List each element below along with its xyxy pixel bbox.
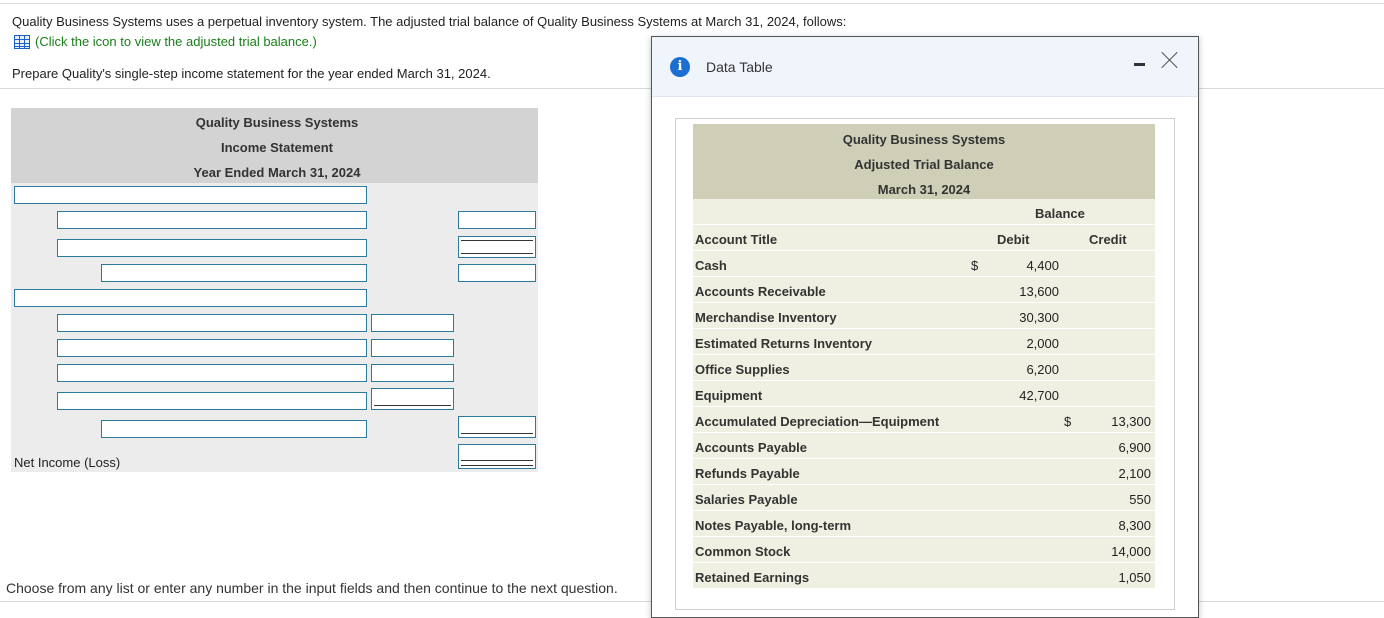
- account-title: Accumulated Depreciation—Equipment: [695, 414, 940, 429]
- balance-header-row: [693, 199, 1155, 225]
- account-title: Office Supplies: [695, 362, 790, 377]
- debit-amount: 30,300: [1019, 310, 1059, 325]
- tb-statement: Adjusted Trial Balance: [854, 157, 994, 172]
- revenue-account-field-1[interactable]: [57, 211, 367, 229]
- footer-instruction: Choose from any list or enter any number in the input fields and then continue to the next question.: [6, 580, 618, 596]
- column-header-row: [693, 225, 1155, 251]
- table-row: [693, 459, 1155, 485]
- tb-company: Quality Business Systems: [842, 132, 1006, 147]
- trial-balance-table: [693, 124, 1155, 589]
- table-row: [693, 537, 1155, 563]
- expense-amount-field-4[interactable]: [371, 388, 454, 410]
- expense-account-field-1[interactable]: [57, 314, 367, 332]
- credit-currency: $: [1064, 414, 1072, 429]
- data-table-dialog: [651, 36, 1199, 618]
- credit-amount: 1,050: [1118, 570, 1151, 585]
- tb-date: March 31, 2024: [877, 182, 971, 197]
- is-company: Quality Business Systems: [195, 115, 359, 130]
- expenses-section-field[interactable]: [14, 289, 367, 307]
- revenue-amount-field-1[interactable]: [458, 211, 536, 229]
- table-row: [693, 407, 1155, 433]
- col-debit: Debit: [997, 232, 1030, 247]
- top-divider: [0, 3, 1384, 4]
- table-row: [693, 329, 1155, 355]
- info-icon: i: [670, 57, 690, 77]
- view-trial-balance-link[interactable]: [14, 34, 317, 49]
- table-row: [693, 277, 1155, 303]
- table-row: [693, 511, 1155, 537]
- total-revenues-amount[interactable]: [458, 264, 536, 282]
- debit-amount: 42,700: [1019, 388, 1059, 403]
- debit-amount: 4,400: [1026, 258, 1059, 273]
- account-title: Notes Payable, long-term: [695, 518, 852, 533]
- trial-balance-header: [693, 124, 1155, 199]
- expense-account-field-4[interactable]: [57, 392, 367, 410]
- credit-amount: 550: [1129, 492, 1151, 507]
- expense-amount-field-3[interactable]: [371, 364, 454, 382]
- expense-account-field-2[interactable]: [57, 339, 367, 357]
- account-title: Common Stock: [695, 544, 791, 559]
- credit-amount: 14,000: [1111, 544, 1151, 559]
- total-revenues-field[interactable]: [101, 264, 367, 282]
- table-row: [693, 381, 1155, 407]
- col-credit: Credit: [1089, 232, 1127, 247]
- credit-amount: 2,100: [1118, 466, 1151, 481]
- total-expenses-field[interactable]: [101, 420, 367, 438]
- question-instruction: Prepare Quality's single-step income statement for the year ended March 31, 2024.: [12, 66, 491, 81]
- account-title: Accounts Payable: [695, 440, 807, 455]
- table-row: [693, 303, 1155, 329]
- view-trial-balance-link-text[interactable]: (Click the icon to view the adjusted trial balance.): [35, 34, 317, 49]
- account-title: Retained Earnings: [695, 570, 810, 585]
- balance-header: Balance: [1035, 206, 1085, 221]
- account-title: Refunds Payable: [695, 466, 800, 481]
- net-income-amount[interactable]: [458, 444, 536, 469]
- is-period: Year Ended March 31, 2024: [193, 165, 361, 180]
- account-title: Salaries Payable: [695, 492, 798, 507]
- debit-amount: 2,000: [1026, 336, 1059, 351]
- account-title: Equipment: [695, 388, 763, 403]
- account-title: Accounts Receivable: [695, 284, 826, 299]
- expense-account-field-3[interactable]: [57, 364, 367, 382]
- trial-balance-rows: [693, 251, 1155, 589]
- table-icon[interactable]: [14, 35, 30, 49]
- account-title: Estimated Returns Inventory: [695, 336, 872, 351]
- account-title: Merchandise Inventory: [695, 310, 837, 325]
- debit-amount: 13,600: [1019, 284, 1059, 299]
- dialog-title: Data Table: [706, 59, 773, 75]
- account-title: Cash: [695, 258, 727, 273]
- question-intro: Quality Business Systems uses a perpetual inventory system. The adjusted trial balance of Quality Business Systems at March 31, 2024, follows:: [12, 14, 847, 29]
- expense-amount-field-1[interactable]: [371, 314, 454, 332]
- close-button[interactable]: [1160, 49, 1180, 69]
- credit-amount: 13,300: [1111, 414, 1151, 429]
- table-row: [693, 485, 1155, 511]
- expense-amount-field-2[interactable]: [371, 339, 454, 357]
- table-row: [693, 433, 1155, 459]
- table-row: [693, 251, 1155, 277]
- net-income-label: Net Income (Loss): [14, 455, 121, 470]
- income-statement-header: [11, 108, 538, 183]
- credit-amount: 8,300: [1118, 518, 1151, 533]
- revenue-amount-field-2[interactable]: [458, 236, 536, 258]
- total-expenses-amount[interactable]: [458, 416, 536, 438]
- debit-currency: $: [971, 258, 979, 273]
- minimize-button[interactable]: [1132, 53, 1148, 69]
- is-title: Income Statement: [221, 140, 333, 155]
- table-row: [693, 563, 1155, 589]
- revenue-section-field[interactable]: [14, 186, 367, 204]
- table-row: [693, 355, 1155, 381]
- revenue-account-field-2[interactable]: [57, 239, 367, 257]
- dialog-header: [652, 37, 1198, 97]
- credit-amount: 6,900: [1118, 440, 1151, 455]
- col-account-title: Account Title: [695, 232, 778, 247]
- debit-amount: 6,200: [1026, 362, 1059, 377]
